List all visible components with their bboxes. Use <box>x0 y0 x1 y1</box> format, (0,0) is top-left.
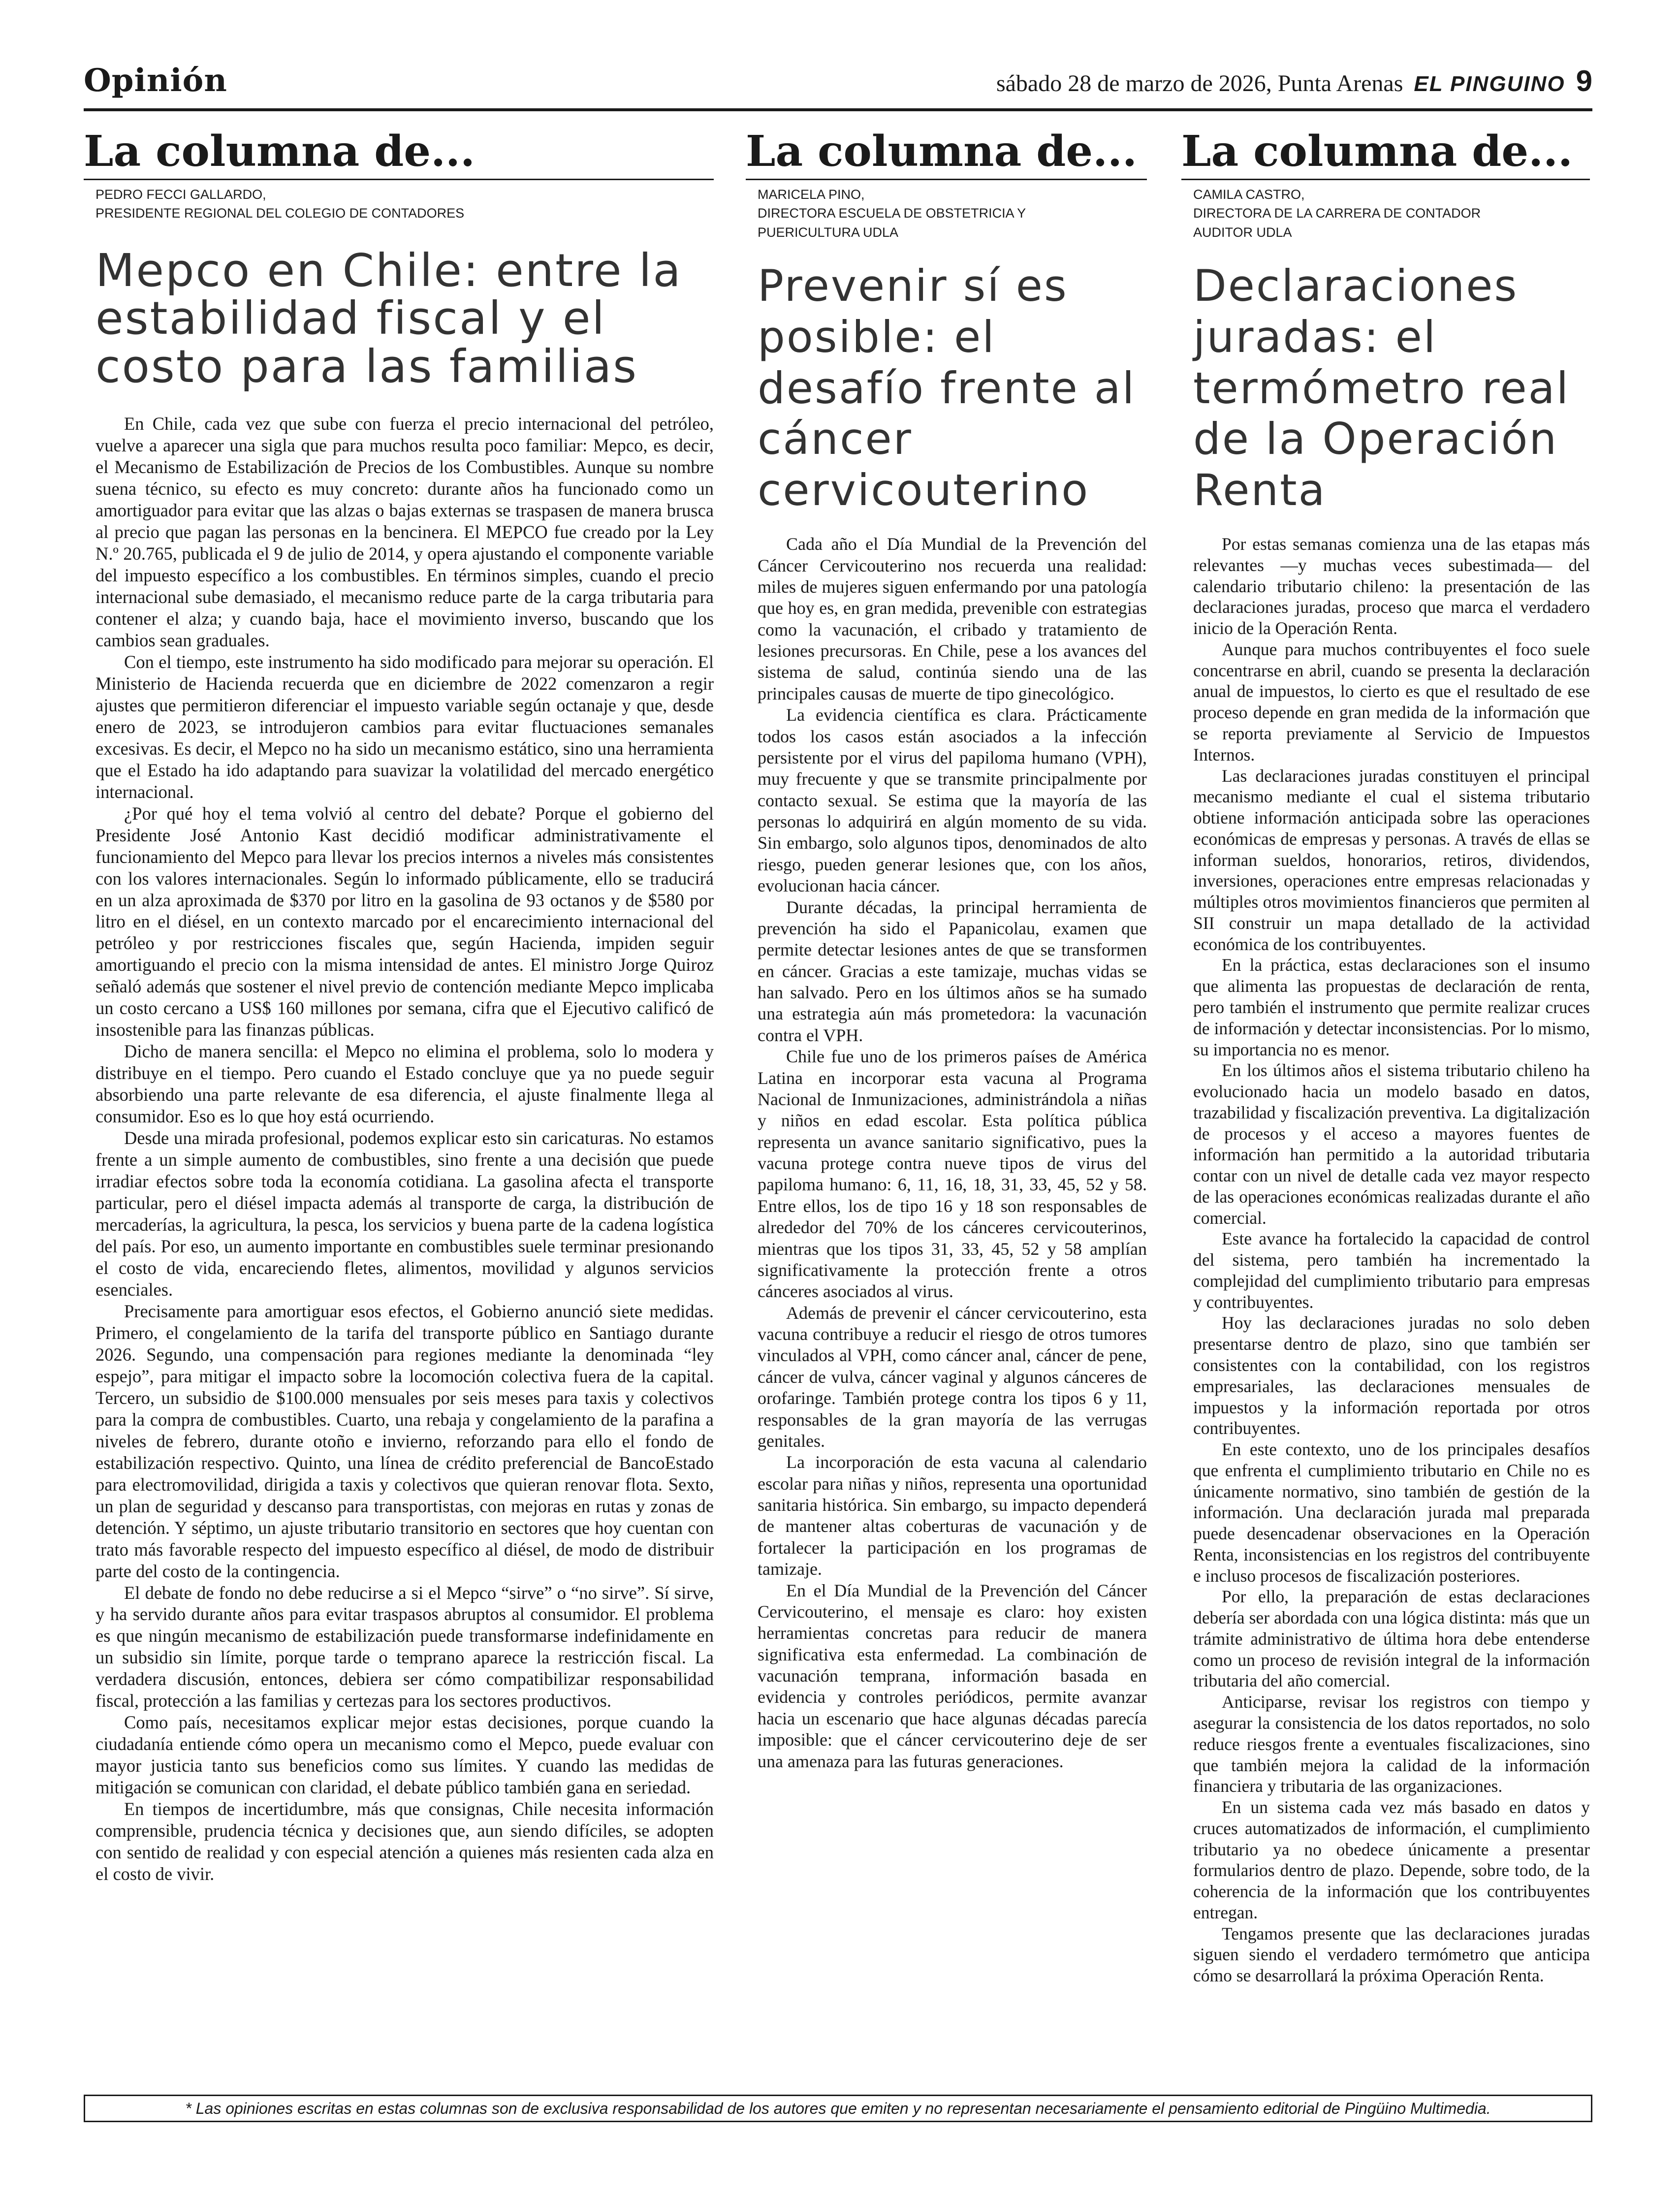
author-name: CAMILA CASTRO, <box>1193 187 1305 202</box>
paragraph: ¿Por qué hoy el tema volvió al centro del debate? Porque el gobierno del Presidente José Antonio Kast decidió modificar administrativamente el funcionamiento del Mepco para llevar los precios internos a niveles más consistentes con los valores internacionales. Según lo informado públicamente, ello se traducirá en un alza aproximada de $370 por litro en la gasolina de 93 octanos y de $580 por litro en el diésel, en un contexto marcado por el encarecimiento internacional del petróleo y por restricciones fiscales que, según Hacienda, impiden seguir amortiguando el precio con la misma intensidad de antes. El ministro Jorge Quiroz señaló además que sostener el nivel previo de contención mediante Mepco implicaba un costo cercano a US$ 160 millones por semana, cifra que el Ejecutivo calificó de insostenible para las finanzas públicas. <box>95 803 714 1040</box>
column-3 <box>1181 127 1590 1986</box>
author-byline <box>84 185 714 223</box>
page-header <box>84 59 1592 111</box>
paragraph: En este contexto, uno de los principales desafíos que enfrenta el cumplimiento tributario en Chile no es únicamente normativo, sino también de gestión de la información. Una declaración jurada mal preparada puede desencadenar observaciones en la Operación Renta, inconsistencias en los registros del contribuyente e incluso procesos de fiscalización posteriores. <box>1193 1439 1590 1586</box>
paragraph: Dicho de manera sencilla: el Mepco no elimina el problema, solo lo modera y distribuye en el tiempo. Pero cuando el Estado concluye que ya no puede seguir absorbiendo una parte relevante de esa diferencia, el ajuste finalmente llega al consumidor. Eso es lo que hoy está ocurriendo. <box>95 1041 714 1127</box>
paragraph: Aunque para muchos contribuyentes el foco suele concentrarse en abril, cuando se presenta la declaración anual de impuestos, lo cierto es que el resultado de ese proceso depende en gran medida de la información que se reporta previamente al Servicio de Impuestos Internos. <box>1193 639 1590 765</box>
disclaimer-box <box>84 2095 1592 2122</box>
paragraph: Desde una mirada profesional, podemos explicar esto sin caricaturas. No estamos frente a un simple aumento de combustibles, sino frente a una decisión que puede irradiar efectos sobre toda la economía cotidiana. La gasolina afecta el transporte particular, pero el diésel impacta además al transporte de carga, la distribución de mercaderías, la agricultura, la pesca, los servicios y buena parte de la cadena logística del país. Por eso, un aumento importante en combustibles suele terminar presionando el costo de vida, encareciendo fletes, alimentos, movilidad y algunos servicios esenciales. <box>95 1128 714 1300</box>
paragraph: En los últimos años el sistema tributario chileno ha evolucionado hacia un modelo basado en datos, trazabilidad y fiscalización preventiva. La digitalización de procesos y el acceso a mayores fuentes de información han permitido a la autoridad tributaria contar con un nivel de detalle cada vez mayor respecto de las operaciones económicas realizadas durante el año comercial. <box>1193 1060 1590 1228</box>
column-kicker: La columna de... <box>84 130 714 180</box>
paragraph: En el Día Mundial de la Prevención del Cáncer Cervicouterino, el mensaje es claro: hoy existen herramientas concretas para reducir de manera significativa esta enfermedad. La combinación de vacunación temprana, información basada en evidencia y controles periódicos, permite avanzar hacia un escenario que hace algunas décadas parecía imposible: que el cáncer cervicouterino deje de ser una amenaza para las futuras generaciones. <box>758 1580 1147 1771</box>
paragraph: La evidencia científica es clara. Prácticamente todos los casos están asociados a la infección persistente por el virus del papiloma humano (VPH), muy frecuente y que se transmite principalmente por contacto sexual. Se estima que la mayoría de las personas lo adquirirá en algún momento de su vida. Sin embargo, solo algunos tipos, denominados de alto riesgo, pueden generar lesiones que, con los años, evolucionan hacia cáncer. <box>758 705 1147 896</box>
author-byline <box>746 185 1147 242</box>
paragraph: Las declaraciones juradas constituyen el principal mecanismo mediante el cual el sistema tributario obtiene información anticipada sobre las operaciones económicas de empresas y personas. A través de ellas se informan sueldos, honorarios, retiros, dividendos, inversiones, operaciones entre empresas relacionadas y múltiples otros movimientos financieros que permiten al SII construir un mapa detallado de la actividad económica de los contribuyentes. <box>1193 765 1590 954</box>
paragraph: Precisamente para amortiguar esos efectos, el Gobierno anunció siete medidas. Primero, el congelamiento de la tarifa del transporte público en Santiago durante 2026. Segundo, una compensación para regiones mediante la denominada “ley espejo”, para mitigar el impacto sobre la locomoción colectiva fuera de la capital. Tercero, un subsidio de $100.000 mensuales por seis meses para taxis y colectivos para la compra de combustibles. Cuarto, una rebaja y congelamiento de la parafina a niveles de febrero, durante otoño e invierno, reforzando para ello el fondo de estabilización respectivo. Quinto, una línea de crédito preferencial de BancoEstado para electromovilidad, dirigida a taxis y colectivos que quieran renovar flota. Sexto, un plan de seguridad y descanso para transportistas, con mejoras en rutas y zonas de detención. Y séptimo, un ajuste tributario transitorio en sectores que hoy cuentan con trato más favorable respecto del impuesto específico al diésel, de modo de distribuir parte del costo de la contingencia. <box>95 1301 714 1581</box>
article-body <box>1193 534 1590 1986</box>
page-number: 9 <box>1576 64 1592 97</box>
paragraph: Además de prevenir el cáncer cervicouterino, esta vacuna contribuye a reducir el riesgo de otros tumores vinculados al VPH, como cáncer anal, cáncer de pene, cáncer de vulva, cáncer vaginal y algunos cánceres de orofaringe. También protege contra los tipos 6 y 11, responsables de la gran mayoría de las verrugas genitales. <box>758 1303 1147 1451</box>
author-title: DIRECTORA ESCUELA DE OBSTETRICIA Y <box>758 206 1026 221</box>
article-body <box>758 534 1147 1772</box>
paragraph: Chile fue uno de los primeros países de América Latina en incorporar esta vacuna al Programa Nacional de Inmunizaciones, administrándola a niñas y niños en edad escolar. Esta política pública representa un avance sanitario significativo, pues la vacuna protege contra nueve tipos de virus del papiloma humano: 6, 11, 16, 18, 31, 33, 45, 52 y 58. Entre ellos, los de tipo 16 y 18 son responsables de alrededor del 70% de los cánceres cervicouterinos, mientras que los tipos 31, 33, 45, 52 y 58 amplían significativamente la protección frente a otros cánceres asociados al virus. <box>758 1047 1147 1302</box>
column-kicker: La columna de... <box>746 130 1147 180</box>
column-kicker: La columna de... <box>1181 130 1590 180</box>
author-title: PRESIDENTE REGIONAL DEL COLEGIO DE CONTADORES <box>95 206 465 221</box>
author-byline <box>1181 185 1590 242</box>
article-headline: Mepco en Chile: entre la estabilidad fiscal y el costo para las familias <box>95 244 682 393</box>
paragraph: Tengamos presente que las declaraciones juradas siguen siendo el verdadero termómetro que anticipa cómo se desarrollará la próxima Operación Renta. <box>1193 1923 1590 1986</box>
paragraph: Por estas semanas comienza una de las etapas más relevantes —y muchas veces subestimada— del calendario tributario chileno: la presentación de las declaraciones juradas, proceso que marca el verdadero inicio de la Operación Renta. <box>1193 534 1590 638</box>
issue-date: sábado 28 de marzo de 2026, Punta Arenas <box>996 70 1403 96</box>
paragraph: La incorporación de esta vacuna al calendario escolar para niñas y niños, representa una oportunidad sanitaria histórica. Sin embargo, su impacto dependerá de mantener altas coberturas de vacunación y de fortalecer la participación en los programas de tamizaje. <box>758 1452 1147 1579</box>
author-title: PUERICULTURA UDLA <box>758 224 899 240</box>
author-name: PEDRO FECCI GALLARDO, <box>95 187 266 202</box>
paragraph: En un sistema cada vez más basado en datos y cruces automatizados de información, el cumplimiento tributario ya no obedece únicamente a presentar formularios dentro de plazo. Depende, sobre todo, de la coherencia de la información que los contribuyentes entregan. <box>1193 1797 1590 1922</box>
paragraph: Hoy las declaraciones juradas no solo deben presentarse dentro de plazo, sino que también ser consistentes con la contabilidad, con los registros empresariales, las declaraciones mensuales de impuestos y la información reportada por otros contribuyentes. <box>1193 1313 1590 1438</box>
column-1 <box>84 127 714 1885</box>
article-headline: Prevenir sí es posible: el desafío frente al cáncer cervicouterino <box>758 260 1136 516</box>
paragraph: Este avance ha fortalecido la capacidad de control del sistema, pero también ha incrementado la complejidad del cumplimiento tributario para empresas y contribuyentes. <box>1193 1229 1590 1312</box>
author-name: MARICELA PINO, <box>758 187 865 202</box>
paragraph: Anticiparse, revisar los registros con tiempo y asegurar la consistencia de los datos reportados, no solo reduce riesgos frente a eventuales fiscalizaciones, sino que también mejora la calidad de la información financiera y tributaria de las organizaciones. <box>1193 1692 1590 1796</box>
newspaper-logo: EL PINGUINO <box>1414 72 1565 96</box>
author-title: AUDITOR UDLA <box>1193 224 1292 240</box>
header-meta <box>996 64 1592 98</box>
disclaimer-text: * Las opiniones escritas en estas columnas son de exclusiva responsabilidad de los autores que emiten y no representan necesariamente el pensamiento editorial de Pingüino Multimedia. <box>185 2099 1491 2117</box>
paragraph: Como país, necesitamos explicar mejor estas decisiones, porque cuando la ciudadanía entiende cómo opera un mecanismo como el Mepco, puede evaluar con mayor justicia tanto sus beneficios como sus límites. Y cuando las medidas de mitigación se comunican con claridad, el debate público también gana en seriedad. <box>95 1712 714 1798</box>
column-2 <box>746 127 1147 1772</box>
article-headline: Declaraciones juradas: el termómetro real de la Operación Renta <box>1193 260 1570 516</box>
paragraph: El debate de fondo no debe reducirse a si el Mepco “sirve” o “no sirve”. Sí sirve, y ha servido durante años para evitar traspasos abruptos al consumidor. El problema es que ningún mecanismo de estabilización puede transformarse indefinidamente en un subsidio sin límite, porque tarde o temprano aparece la restricción fiscal. La verdadera discusión, entonces, debiera ser cómo compatibilizar responsabilidad fiscal, protección a las familias y certezas para los sectores productivos. <box>95 1582 714 1711</box>
section-name: Opinión <box>84 62 227 99</box>
article-body <box>95 413 714 1885</box>
paragraph: En tiempos de incertidumbre, más que consignas, Chile necesita información comprensible, prudencia técnica y decisiones que, aun siendo difíciles, se adopten con sentido de realidad y con especial atención a quienes más resienten cada alza en el costo de vivir. <box>95 1799 714 1884</box>
author-title: DIRECTORA DE LA CARRERA DE CONTADOR <box>1193 206 1481 221</box>
paragraph: En la práctica, estas declaraciones son el insumo que alimenta las propuestas de declaración de renta, pero también el instrumento que permite realizar cruces de información y detectar inconsistencias. Por lo mismo, su importancia no es menor. <box>1193 955 1590 1059</box>
paragraph: Por ello, la preparación de estas declaraciones debería ser abordada con una lógica distinta: más que un trámite administrativo de última hora debe entenderse como un proceso de revisión integral de la información tributaria del año comercial. <box>1193 1587 1590 1691</box>
paragraph: Cada año el Día Mundial de la Prevención del Cáncer Cervicouterino nos recuerda una realidad: miles de mujeres siguen enfermando por una patología que hoy es, en gran medida, prevenible con estrategias como la vacunación, el cribado y tratamiento de lesiones precursoras. En Chile, pese a los avances del sistema de salud, continúa siendo una de las principales causas de muerte de tipo ginecológico. <box>758 534 1147 703</box>
paragraph: Durante décadas, la principal herramienta de prevención ha sido el Papanicolau, examen que permite detectar lesiones antes de que se transformen en cáncer. Gracias a este tamizaje, muchas vidas se han salvado. Pero en los últimos años se ha sumado una estrategia aún más prometedora: la vacunación contra el VPH. <box>758 897 1147 1045</box>
paragraph: Con el tiempo, este instrumento ha sido modificado para mejorar su operación. El Ministerio de Hacienda recuerda que en diciembre de 2022 comenzaron a regir ajustes que permitieron diferenciar el impuesto variable según octanaje y que, desde enero de 2023, se introdujeron cambios para evitar fluctuaciones semanales excesivas. Es decir, el Mepco no ha sido un mecanismo estático, sino una herramienta que el Estado ha ido adaptando para suavizar la volatilidad del mercado energético internacional. <box>95 651 714 802</box>
paragraph: En Chile, cada vez que sube con fuerza el precio internacional del petróleo, vuelve a aparecer una sigla que para muchos resulta poco familiar: Mepco, es decir, el Mecanismo de Estabilización de Precios de los Combustibles. Aunque su nombre suena técnico, su efecto es muy concreto: durante años ha funcionado como un amortiguador para evitar que las alzas o bajas externas se traspasen de manera brusca al precio que pagan las personas en la bencinera. El MEPCO fue creado por la Ley N.º 20.765, publicada el 9 de julio de 2014, y opera ajustando el componente variable del impuesto específico a los combustibles. En términos simples, cuando el precio internacional sube demasiado, el mecanismo reduce parte de la carga tributaria para contener el alza; y cuando baja, hace el movimiento inverso, buscando que los cambios sean graduales. <box>95 414 714 650</box>
